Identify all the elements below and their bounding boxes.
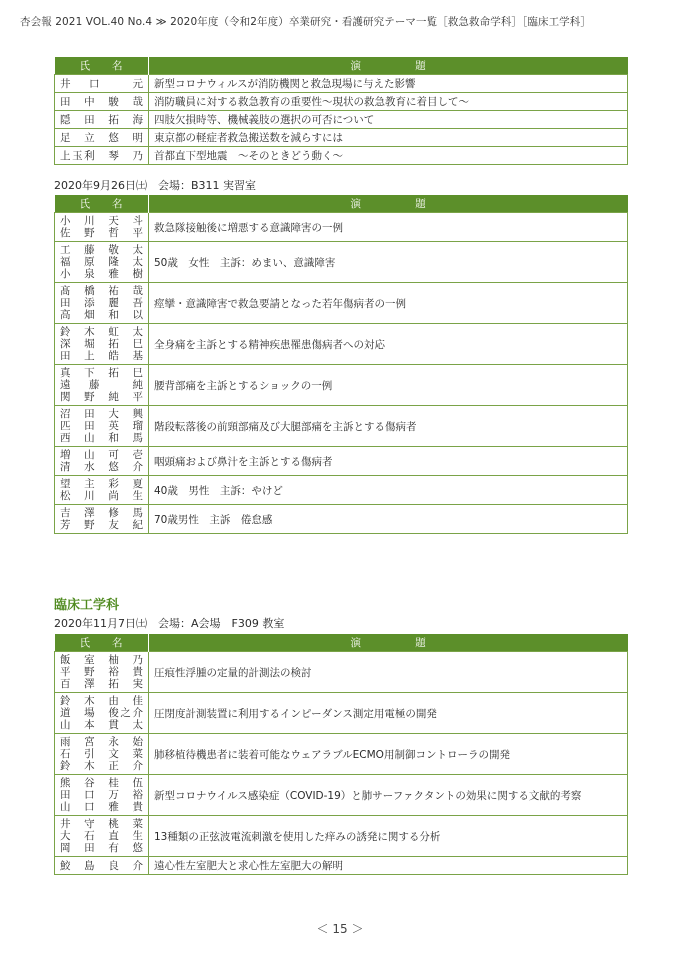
student-names-cell bbox=[55, 505, 149, 534]
table-row bbox=[55, 816, 628, 857]
table-row bbox=[55, 365, 628, 406]
student-name: 山 本 貫 太 bbox=[60, 719, 143, 731]
student-name: 足 立 悠 明 bbox=[60, 131, 143, 144]
student-name: 隠 田 拓 海 bbox=[60, 113, 143, 126]
student-name: 百 澤 拓 実 bbox=[60, 678, 143, 690]
research-title: 新型コロナウイルス感染症（COVID-19）と肺サーファクタントの効果に関する文献的考察 bbox=[149, 775, 628, 816]
table-row bbox=[55, 147, 628, 165]
student-names-cell bbox=[55, 447, 149, 476]
research-title: 圧閉度計測装置に利用するインピーダンス測定用電極の開発 bbox=[149, 693, 628, 734]
research-title: 圧痕性浮腫の定量的計測法の検討 bbox=[149, 652, 628, 693]
student-names-cell bbox=[55, 93, 149, 111]
column-header-name: 氏 名 bbox=[55, 634, 149, 652]
student-name: 吉 澤 修 馬 bbox=[60, 507, 143, 519]
table-row bbox=[55, 775, 628, 816]
table-row bbox=[55, 111, 628, 129]
table-row bbox=[55, 283, 628, 324]
student-name: 井 口 元 bbox=[60, 77, 143, 90]
research-title: 痙攣・意識障害で救急要請となった若年傷病者の一例 bbox=[149, 283, 628, 324]
student-names-cell bbox=[55, 734, 149, 775]
student-name: 工 藤 敬 太 bbox=[60, 244, 143, 256]
student-name: 遠 藤 純 bbox=[60, 379, 143, 391]
student-name: 鈴 木 正 介 bbox=[60, 760, 143, 772]
column-header-title: 演 題 bbox=[149, 57, 628, 75]
table-row bbox=[55, 406, 628, 447]
student-names-cell bbox=[55, 365, 149, 406]
research-title: 全身痛を主訴とする精神疾患罹患傷病者への対応 bbox=[149, 324, 628, 365]
research-title: 40歳 男性 主訴：やけど bbox=[149, 476, 628, 505]
student-names-cell bbox=[55, 324, 149, 365]
student-name: 田 中 駿 哉 bbox=[60, 95, 143, 108]
student-name: 望 主 彩 夏 bbox=[60, 478, 143, 490]
table-row bbox=[55, 324, 628, 365]
column-header-title: 演 題 bbox=[149, 634, 628, 652]
research-table-3 bbox=[54, 634, 628, 875]
student-names-cell bbox=[55, 213, 149, 242]
research-title: 新型コロナウィルスが消防機関と救急現場に与えた影響 bbox=[149, 75, 628, 93]
student-name: 西 山 和 馬 bbox=[60, 432, 143, 444]
research-title: 50歳 女性 主訴：めまい、意識障害 bbox=[149, 242, 628, 283]
page-number: ＜ 15 ＞ bbox=[316, 922, 364, 936]
student-name: 関 野 純 平 bbox=[60, 391, 143, 403]
student-name: 雨 宮 永 始 bbox=[60, 736, 143, 748]
student-name: 岡 田 有 悠 bbox=[60, 842, 143, 854]
student-name: 松 川 尚 生 bbox=[60, 490, 143, 502]
student-name: 佐 野 哲 平 bbox=[60, 227, 143, 239]
student-name: 道 場 俊之介 bbox=[60, 707, 143, 719]
student-names-cell bbox=[55, 242, 149, 283]
student-name: 田 添 麗 吾 bbox=[60, 297, 143, 309]
student-name: 髙 橋 祐 哉 bbox=[60, 285, 143, 297]
research-title: 腰背部痛を主訴とするショックの一例 bbox=[149, 365, 628, 406]
table-row bbox=[55, 476, 628, 505]
student-name: 鈴 木 虹 太 bbox=[60, 326, 143, 338]
table-row bbox=[55, 734, 628, 775]
session-date-venue: 2020年9月26日㈯ 会場：B311 実習室 bbox=[54, 179, 257, 192]
table-row bbox=[55, 93, 628, 111]
student-names-cell bbox=[55, 857, 149, 875]
student-names-cell bbox=[55, 406, 149, 447]
table-row bbox=[55, 129, 628, 147]
student-name: 熊 谷 桂 伍 bbox=[60, 777, 143, 789]
research-title: 東京都の軽症者救急搬送数を減らすには bbox=[149, 129, 628, 147]
student-name: 田 口 万 裕 bbox=[60, 789, 143, 801]
student-names-cell bbox=[55, 693, 149, 734]
research-table-1 bbox=[54, 57, 628, 165]
student-name: 山 口 雅 貴 bbox=[60, 801, 143, 813]
session-date-venue: 2020年11月7日㈯ 会場：A会場 F309 教室 bbox=[54, 617, 285, 630]
research-title: 首都直下型地震 ～そのときどう動く～ bbox=[149, 147, 628, 165]
student-name: 飯 室 柚 乃 bbox=[60, 654, 143, 666]
student-names-cell bbox=[55, 476, 149, 505]
student-name: 深 堀 拓 巳 bbox=[60, 338, 143, 350]
student-name: 福 原 隆 太 bbox=[60, 256, 143, 268]
research-title: 救急隊接触後に増悪する意識障害の一例 bbox=[149, 213, 628, 242]
table-row bbox=[55, 447, 628, 476]
column-header-name: 氏 名 bbox=[55, 57, 149, 75]
research-title: 遠心性左室肥大と求心性左室肥大の解明 bbox=[149, 857, 628, 875]
table-row bbox=[55, 75, 628, 93]
research-title: 消防職員に対する救急教育の重要性～現状の救急教育に着目して～ bbox=[149, 93, 628, 111]
research-title: 咽頭痛および鼻汁を主訴とする傷病者 bbox=[149, 447, 628, 476]
research-title: 階段転落後の前頸部痛及び大腿部痛を主訴とする傷病者 bbox=[149, 406, 628, 447]
table-row bbox=[55, 213, 628, 242]
table-row bbox=[55, 693, 628, 734]
research-title: 70歳男性 主訴 倦怠感 bbox=[149, 505, 628, 534]
student-name: 大 石 直 生 bbox=[60, 830, 143, 842]
student-name: 上玉利 琴 乃 bbox=[60, 149, 143, 162]
table-row bbox=[55, 652, 628, 693]
student-name: 増 山 可 壱 bbox=[60, 449, 143, 461]
student-name: 沼 田 大 興 bbox=[60, 408, 143, 420]
research-table-2 bbox=[54, 195, 628, 534]
student-names-cell bbox=[55, 652, 149, 693]
research-title: 13種類の正弦波電流刺激を使用した痒みの誘発に関する分析 bbox=[149, 816, 628, 857]
student-names-cell bbox=[55, 147, 149, 165]
column-header-title: 演 題 bbox=[149, 195, 628, 213]
department-heading: 臨床工学科 bbox=[54, 598, 120, 613]
research-title: 肺移植待機患者に装着可能なウェアラブルECMO用制御コントローラの開発 bbox=[149, 734, 628, 775]
student-names-cell bbox=[55, 816, 149, 857]
student-name: 田 上 皓 基 bbox=[60, 350, 143, 362]
student-names-cell bbox=[55, 129, 149, 147]
running-header: 杏会報 2021 VOL.40 No.4 ≫ 2020年度（令和2年度）卒業研究・看護研究テーマ一覧［救急救命学科］［臨床工学科］ bbox=[20, 16, 591, 28]
student-names-cell bbox=[55, 283, 149, 324]
student-name: 小 川 天 斗 bbox=[60, 215, 143, 227]
student-names-cell bbox=[55, 775, 149, 816]
student-names-cell bbox=[55, 75, 149, 93]
table-row bbox=[55, 505, 628, 534]
student-name: 匹 田 英 瑠 bbox=[60, 420, 143, 432]
student-name: 鮫 島 良 介 bbox=[60, 859, 143, 872]
student-name: 真 下 拓 巳 bbox=[60, 367, 143, 379]
student-name: 芳 野 友 紀 bbox=[60, 519, 143, 531]
table-row bbox=[55, 857, 628, 875]
student-name: 平 野 裕 貴 bbox=[60, 666, 143, 678]
column-header-name: 氏 名 bbox=[55, 195, 149, 213]
student-name: 小 泉 雅 樹 bbox=[60, 268, 143, 280]
research-title: 四肢欠損時等、機械義肢の選択の可否について bbox=[149, 111, 628, 129]
student-name: 井 守 桃 菜 bbox=[60, 818, 143, 830]
student-name: 石 引 文 菜 bbox=[60, 748, 143, 760]
table-row bbox=[55, 242, 628, 283]
student-names-cell bbox=[55, 111, 149, 129]
student-name: 清 水 悠 介 bbox=[60, 461, 143, 473]
student-name: 高 畑 和 以 bbox=[60, 309, 143, 321]
student-name: 鈴 木 由 佳 bbox=[60, 695, 143, 707]
